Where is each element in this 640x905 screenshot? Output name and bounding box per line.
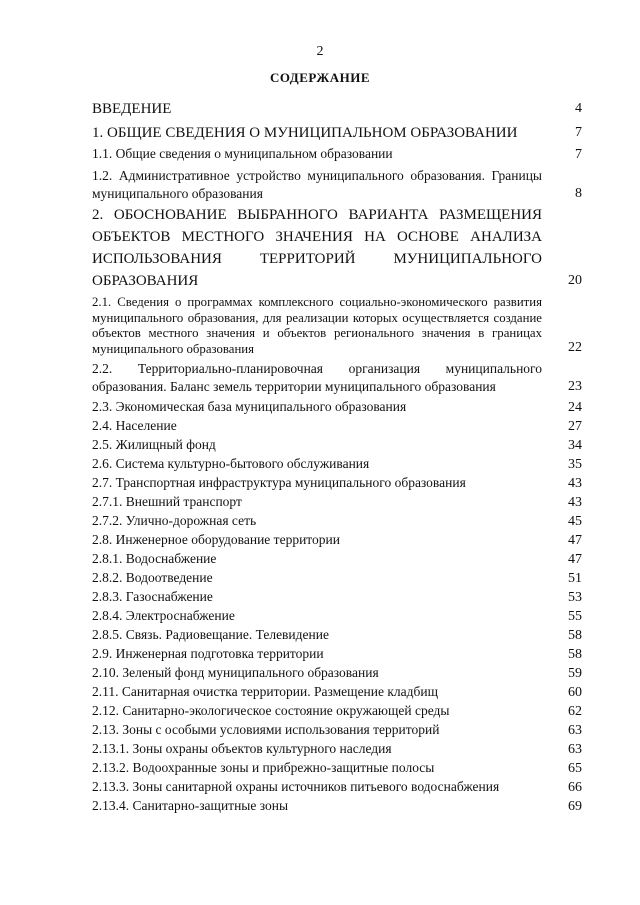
toc-entry-2-1 <box>92 295 582 357</box>
toc-entry-page: 43 <box>568 495 582 510</box>
toc-entry-2-2 <box>92 360 582 396</box>
toc-entry-text: 2.7.1. Внешний транспорт <box>92 494 242 509</box>
toc-entry-text: 2.13.2. Водоохранные зоны и прибрежно-защитные полосы <box>92 760 435 775</box>
toc-entry-page: 8 <box>575 186 582 201</box>
toc-entry-1 <box>92 122 582 144</box>
toc-entry-text: 2.8.3. Газоснабжение <box>92 589 213 604</box>
toc-entry-page: 66 <box>568 780 582 795</box>
toc-entry-page: 60 <box>568 685 582 700</box>
toc-entry-2-13-4 <box>92 797 582 816</box>
toc-entry-text: 1.2. Административное устройство муниципального образования. Границы муниципального образования <box>92 168 542 201</box>
toc-entry-page: 53 <box>568 590 582 605</box>
toc-entry-page: 20 <box>568 273 582 288</box>
toc-entry-text: 2.8. Инженерное оборудование территории <box>92 532 340 547</box>
toc-title: СОДЕРЖАНИЕ <box>269 70 371 85</box>
toc-entry-page: 62 <box>568 704 582 719</box>
toc-entry-page: 69 <box>568 799 582 814</box>
toc-entry-page: 63 <box>568 723 582 738</box>
toc-entry-page: 43 <box>568 476 582 491</box>
toc-entry-page: 55 <box>568 609 582 624</box>
toc-entry-text: 2.5. Жилищный фонд <box>92 437 216 452</box>
toc-entry-text: 2. ОБОСНОВАНИЕ ВЫБРАННОГО ВАРИАНТА РАЗМЕЩЕНИЯ ОБЪЕКТОВ МЕСТНОГО ЗНАЧЕНИЯ НА ОСНОВЕ АНАЛИЗА ИСПОЛЬЗОВАНИЯ ТЕРРИТОРИЙ МУНИЦИПАЛЬНОГО ОБРАЗОВАНИЯ <box>92 207 542 289</box>
toc-entry-page: 23 <box>568 379 582 394</box>
toc-entry-page: 24 <box>568 400 582 415</box>
toc-entry-text: ВВЕДЕНИЕ <box>92 101 172 117</box>
page-number: 2 <box>316 44 324 59</box>
toc-entry-2-13-2 <box>92 759 582 778</box>
toc-entry-page: 47 <box>568 533 582 548</box>
toc-entry-2-8-4 <box>92 607 582 626</box>
toc-entry-2-3 <box>92 398 582 417</box>
toc-entry-2-8-1 <box>92 550 582 569</box>
toc-entry-text: 2.4. Население <box>92 418 177 433</box>
toc-entry-page: 58 <box>568 628 582 643</box>
toc-entry-2-7 <box>92 474 582 493</box>
toc-entry-text: 2.11. Санитарная очистка территории. Размещение кладбищ <box>92 684 439 699</box>
toc-entry-2-8-2 <box>92 569 582 588</box>
toc-entry-1-1 <box>92 145 582 164</box>
toc-entry-2-8-3 <box>92 588 582 607</box>
toc-entry-page: 27 <box>568 419 582 434</box>
toc-entry-text: 2.8.5. Связь. Радиовещание. Телевидение <box>92 627 329 642</box>
toc-entry-page: 7 <box>575 147 582 162</box>
toc-entry-text: 2.3. Экономическая база муниципального образования <box>92 399 407 414</box>
toc-entry-2-6 <box>92 455 582 474</box>
toc-entry-2 <box>92 204 582 292</box>
toc-entry-2-4 <box>92 417 582 436</box>
toc-entry-page: 65 <box>568 761 582 776</box>
toc-entry-text: 2.10. Зеленый фонд муниципального образования <box>92 665 379 680</box>
toc-entry-text: 2.7. Транспортная инфраструктура муниципального образования <box>92 475 466 490</box>
toc-entry-text: 2.2. Территориально-планировочная организация муниципального образования. Баланс земель территории муниципального образования <box>92 361 542 394</box>
toc-entry-2-11 <box>92 683 582 702</box>
toc-entry-page: 45 <box>568 514 582 529</box>
toc-entry-text: 2.13.1. Зоны охраны объектов культурного наследия <box>92 741 392 756</box>
toc-entry-2-7-1 <box>92 493 582 512</box>
toc-entry-text: 1.1. Общие сведения о муниципальном образовании <box>92 146 393 161</box>
toc-entry-page: 58 <box>568 647 582 662</box>
toc-entry-2-7-2 <box>92 512 582 531</box>
toc-entry-page: 51 <box>568 571 582 586</box>
toc-entry-intro <box>92 98 582 120</box>
toc-entry-text: 2.6. Система культурно-бытового обслуживания <box>92 456 370 471</box>
toc-entry-2-5 <box>92 436 582 455</box>
toc-entry-page: 7 <box>575 125 582 140</box>
toc-entry-2-8 <box>92 531 582 550</box>
toc-entry-text: 2.1. Сведения о программах комплексного социально-экономического развития муниципального образования, для реализации которых осуществляется создание объектов местного значения и объектов регионального значения в границах муниципального образования <box>92 295 542 356</box>
toc-entry-text: 2.13. Зоны с особыми условиями использования территорий <box>92 722 440 737</box>
toc-entry-page: 47 <box>568 552 582 567</box>
toc-entry-page: 35 <box>568 457 582 472</box>
toc-entry-text: 2.13.4. Санитарно-защитные зоны <box>92 798 289 813</box>
toc-entry-2-13-3 <box>92 778 582 797</box>
toc-entry-2-10 <box>92 664 582 683</box>
toc-entry-page: 22 <box>568 340 582 355</box>
toc-entry-text: 2.9. Инженерная подготовка территории <box>92 646 324 661</box>
toc-entry-page: 34 <box>568 438 582 453</box>
toc-entry-text: 2.8.1. Водоснабжение <box>92 551 217 566</box>
toc-entry-text: 2.8.2. Водоотведение <box>92 570 213 585</box>
table-of-contents <box>92 98 582 816</box>
toc-entry-2-9 <box>92 645 582 664</box>
toc-entry-2-8-5 <box>92 626 582 645</box>
toc-entry-page: 59 <box>568 666 582 681</box>
toc-entry-text: 1. ОБЩИЕ СВЕДЕНИЯ О МУНИЦИПАЛЬНОМ ОБРАЗОВАНИИ <box>92 125 518 141</box>
toc-entry-text: 2.8.4. Электроснабжение <box>92 608 235 623</box>
toc-entry-2-12 <box>92 702 582 721</box>
toc-entry-2-13-1 <box>92 740 582 759</box>
toc-entry-text: 2.12. Санитарно-экологическое состояние окружающей среды <box>92 703 450 718</box>
toc-entry-text: 2.7.2. Улично-дорожная сеть <box>92 513 257 528</box>
toc-entry-2-13 <box>92 721 582 740</box>
toc-entry-1-2 <box>92 167 582 203</box>
toc-entry-page: 63 <box>568 742 582 757</box>
toc-entry-text: 2.13.3. Зоны санитарной охраны источников питьевого водоснабжения <box>92 779 500 794</box>
toc-entry-page: 4 <box>575 101 582 116</box>
